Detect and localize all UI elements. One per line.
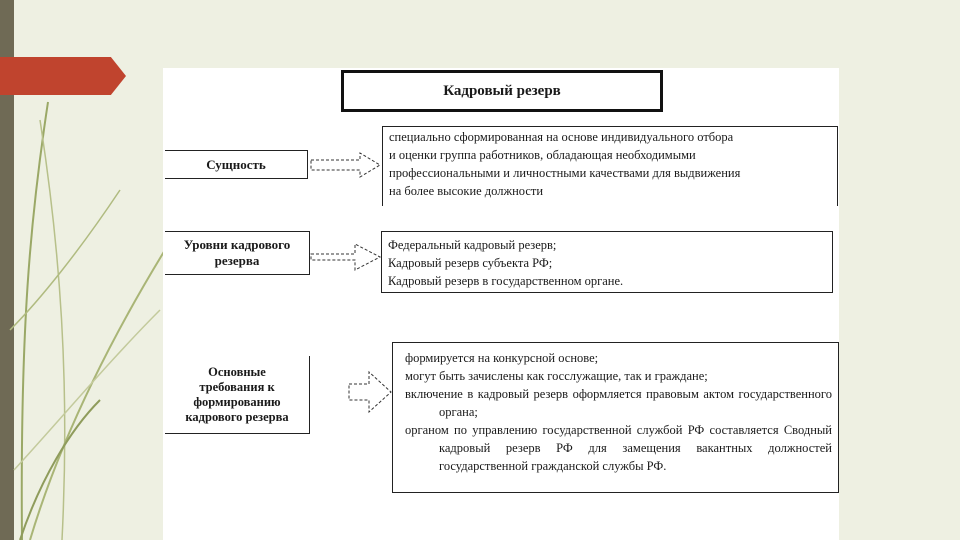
- definition-essence-line: профессиональными и личностными качествами для выдвижения: [389, 166, 741, 180]
- label-requirements-line: формированию: [193, 394, 281, 409]
- requirement-item: органом по управлению государственной службой РФ составляется Сводный кадровый резерв РФ для замещения вакантных должностей государственной гражданской службы РФ.: [405, 423, 832, 473]
- definition-levels-line: Кадровый резерв субъекта РФ;: [388, 256, 553, 270]
- requirement-item: могут быть зачислены как госслужащие, так и граждане;: [405, 369, 708, 383]
- label-requirements-line: Основные: [208, 364, 266, 379]
- diagram-panel: [163, 68, 839, 540]
- definition-essence-line: и оценки группа работников, обладающая необходимыми: [389, 148, 696, 162]
- accent-arrow: [0, 57, 126, 95]
- label-requirements-line: требования к: [199, 379, 275, 394]
- label-levels-line: резерва: [214, 253, 260, 268]
- label-requirements-line: кадрового резерва: [185, 409, 289, 424]
- requirement-item: формируется на конкурсной основе;: [405, 351, 599, 365]
- label-levels: [165, 231, 310, 275]
- arrow-levels: [310, 242, 382, 272]
- definition-essence-line: на более высокие должности: [389, 184, 544, 198]
- requirement-item: включение в кадровый резерв оформляется правовым актом государственного органа;: [405, 387, 832, 419]
- diagram-title: Кадровый резерв: [341, 70, 663, 112]
- definition-essence-line: специально сформированная на основе индивидуального отбора: [389, 130, 734, 144]
- label-essence-text: Сущность: [206, 156, 266, 172]
- label-requirements: [165, 356, 310, 434]
- definition-levels-line: Федеральный кадровый резерв;: [388, 238, 557, 252]
- label-essence: [165, 150, 308, 179]
- label-levels-line: Уровни кадрового: [183, 237, 291, 252]
- definition-levels-line: Кадровый резерв в государственном органе.: [388, 274, 624, 288]
- definition-levels: [381, 231, 833, 293]
- arrow-requirements: [347, 370, 393, 416]
- arrow-essence: [310, 152, 382, 178]
- definition-requirements: [392, 342, 839, 493]
- definition-essence: [382, 126, 838, 206]
